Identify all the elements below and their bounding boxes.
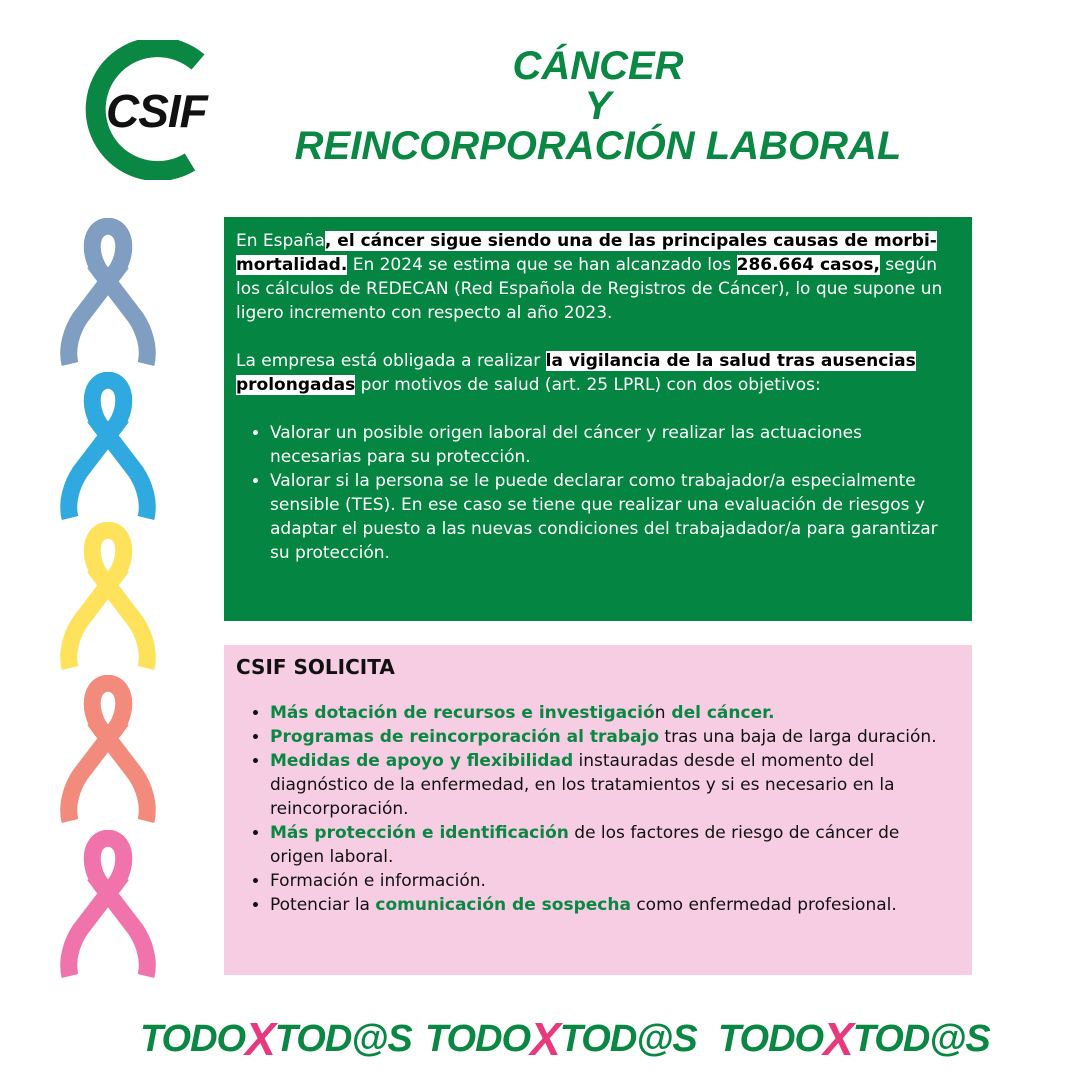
awareness-ribbon-icon xyxy=(58,675,158,825)
slogan xyxy=(140,1008,412,1065)
list-item: • Valorar un posible origen laboral del cáncer y realizar las actuaciones necesarias para su protección. xyxy=(270,421,948,469)
list-item xyxy=(270,701,948,725)
solicita-box xyxy=(224,645,972,975)
csif-logo xyxy=(78,40,228,180)
slogan-text: TOD@S xyxy=(559,1018,697,1060)
slogan xyxy=(425,1008,697,1065)
item-text: n xyxy=(654,703,666,723)
info-text: según los cálculos de REDECAN (Red Española de Registros de Cáncer), lo que supone un ligero incremento con respecto al año 2023. xyxy=(236,255,943,323)
list-item xyxy=(270,821,948,869)
info-text: La empresa está obligada a realizar xyxy=(236,351,546,371)
item-text: Potenciar la xyxy=(270,895,376,915)
list-item xyxy=(270,749,948,821)
title-line-3: REINCORPORACIÓN LABORAL xyxy=(294,124,902,168)
slogan-text: TOD@S xyxy=(274,1018,412,1060)
solicita-list xyxy=(236,701,948,917)
list-item xyxy=(270,869,948,893)
info-text: En 2024 se estima que se han alcanzado los xyxy=(347,255,737,275)
slogan-x-icon: X xyxy=(245,1013,275,1065)
title-line-1: CÁNCER xyxy=(512,44,684,88)
awareness-ribbon-icon xyxy=(58,218,158,368)
list-item xyxy=(270,725,948,749)
info-highlight: la vigilancia de la salud tras ausencias prolongadas xyxy=(236,351,916,395)
info-highlight: , el cáncer sigue siendo una de las principales causas de morbi-mortalidad. xyxy=(236,231,937,275)
list-item xyxy=(270,893,948,917)
slogan-text: TODO xyxy=(140,1018,246,1060)
solicita-title: CSIF SOLICITA xyxy=(236,655,395,679)
item-text: como enfermedad profesional. xyxy=(630,895,897,915)
title-line-2: Y xyxy=(584,84,612,128)
info-box xyxy=(224,217,972,621)
item-bold: Medidas de apoyo y flexibilidad xyxy=(270,751,574,771)
slogan-x-icon: X xyxy=(823,1013,853,1065)
item-text: de los factores de riesgo de cáncer de origen laboral. xyxy=(270,823,900,867)
list-item: • Valorar si la persona se le puede declarar como trabajador/a especialmente sensible (TES). En ese caso se tiene que realizar una evaluación de riesgos y adaptar el puesto a las nuevas condiciones del trabajadador/a para garantizar su protección. xyxy=(270,469,948,565)
slogan-x-icon: X xyxy=(530,1013,560,1065)
item-bold: del cáncer. xyxy=(665,703,775,723)
slogan-text: TOD@S xyxy=(852,1018,990,1060)
awareness-ribbon-icon xyxy=(58,830,158,980)
page-title xyxy=(290,46,906,166)
item-text: tras una baja de larga duración. xyxy=(659,727,937,747)
awareness-ribbon-icon xyxy=(58,522,158,672)
slogan-text: TODO xyxy=(718,1018,824,1060)
info-paragraph-2 xyxy=(236,349,948,397)
info-highlight: 286.664 casos, xyxy=(736,255,880,275)
item-text: instauradas desde el momento del diagnóstico de la enfermedad, en los tratamientos y si es necesario en la reincorporación. xyxy=(270,751,895,819)
item-bold: comunicación de sospecha xyxy=(375,895,631,915)
logo-text: CSIF xyxy=(106,85,207,137)
item-text: Formación e información. xyxy=(270,871,486,891)
info-text: En España xyxy=(236,231,325,251)
info-text: por motivos de salud (art. 25 LPRL) con dos objetivos: xyxy=(355,375,821,395)
item-bold: Más protección e identificación xyxy=(270,823,569,843)
slogan xyxy=(718,1008,990,1065)
awareness-ribbon-icon xyxy=(58,372,158,522)
slogan-text: TODO xyxy=(425,1018,531,1060)
info-paragraph-1 xyxy=(236,229,948,325)
item-bold: Más dotación de recursos e investigació xyxy=(270,703,655,723)
slogan-row xyxy=(0,1008,1080,1068)
info-bullet-list xyxy=(236,421,948,565)
item-bold: Programas de reincorporación al trabajo xyxy=(270,727,660,747)
